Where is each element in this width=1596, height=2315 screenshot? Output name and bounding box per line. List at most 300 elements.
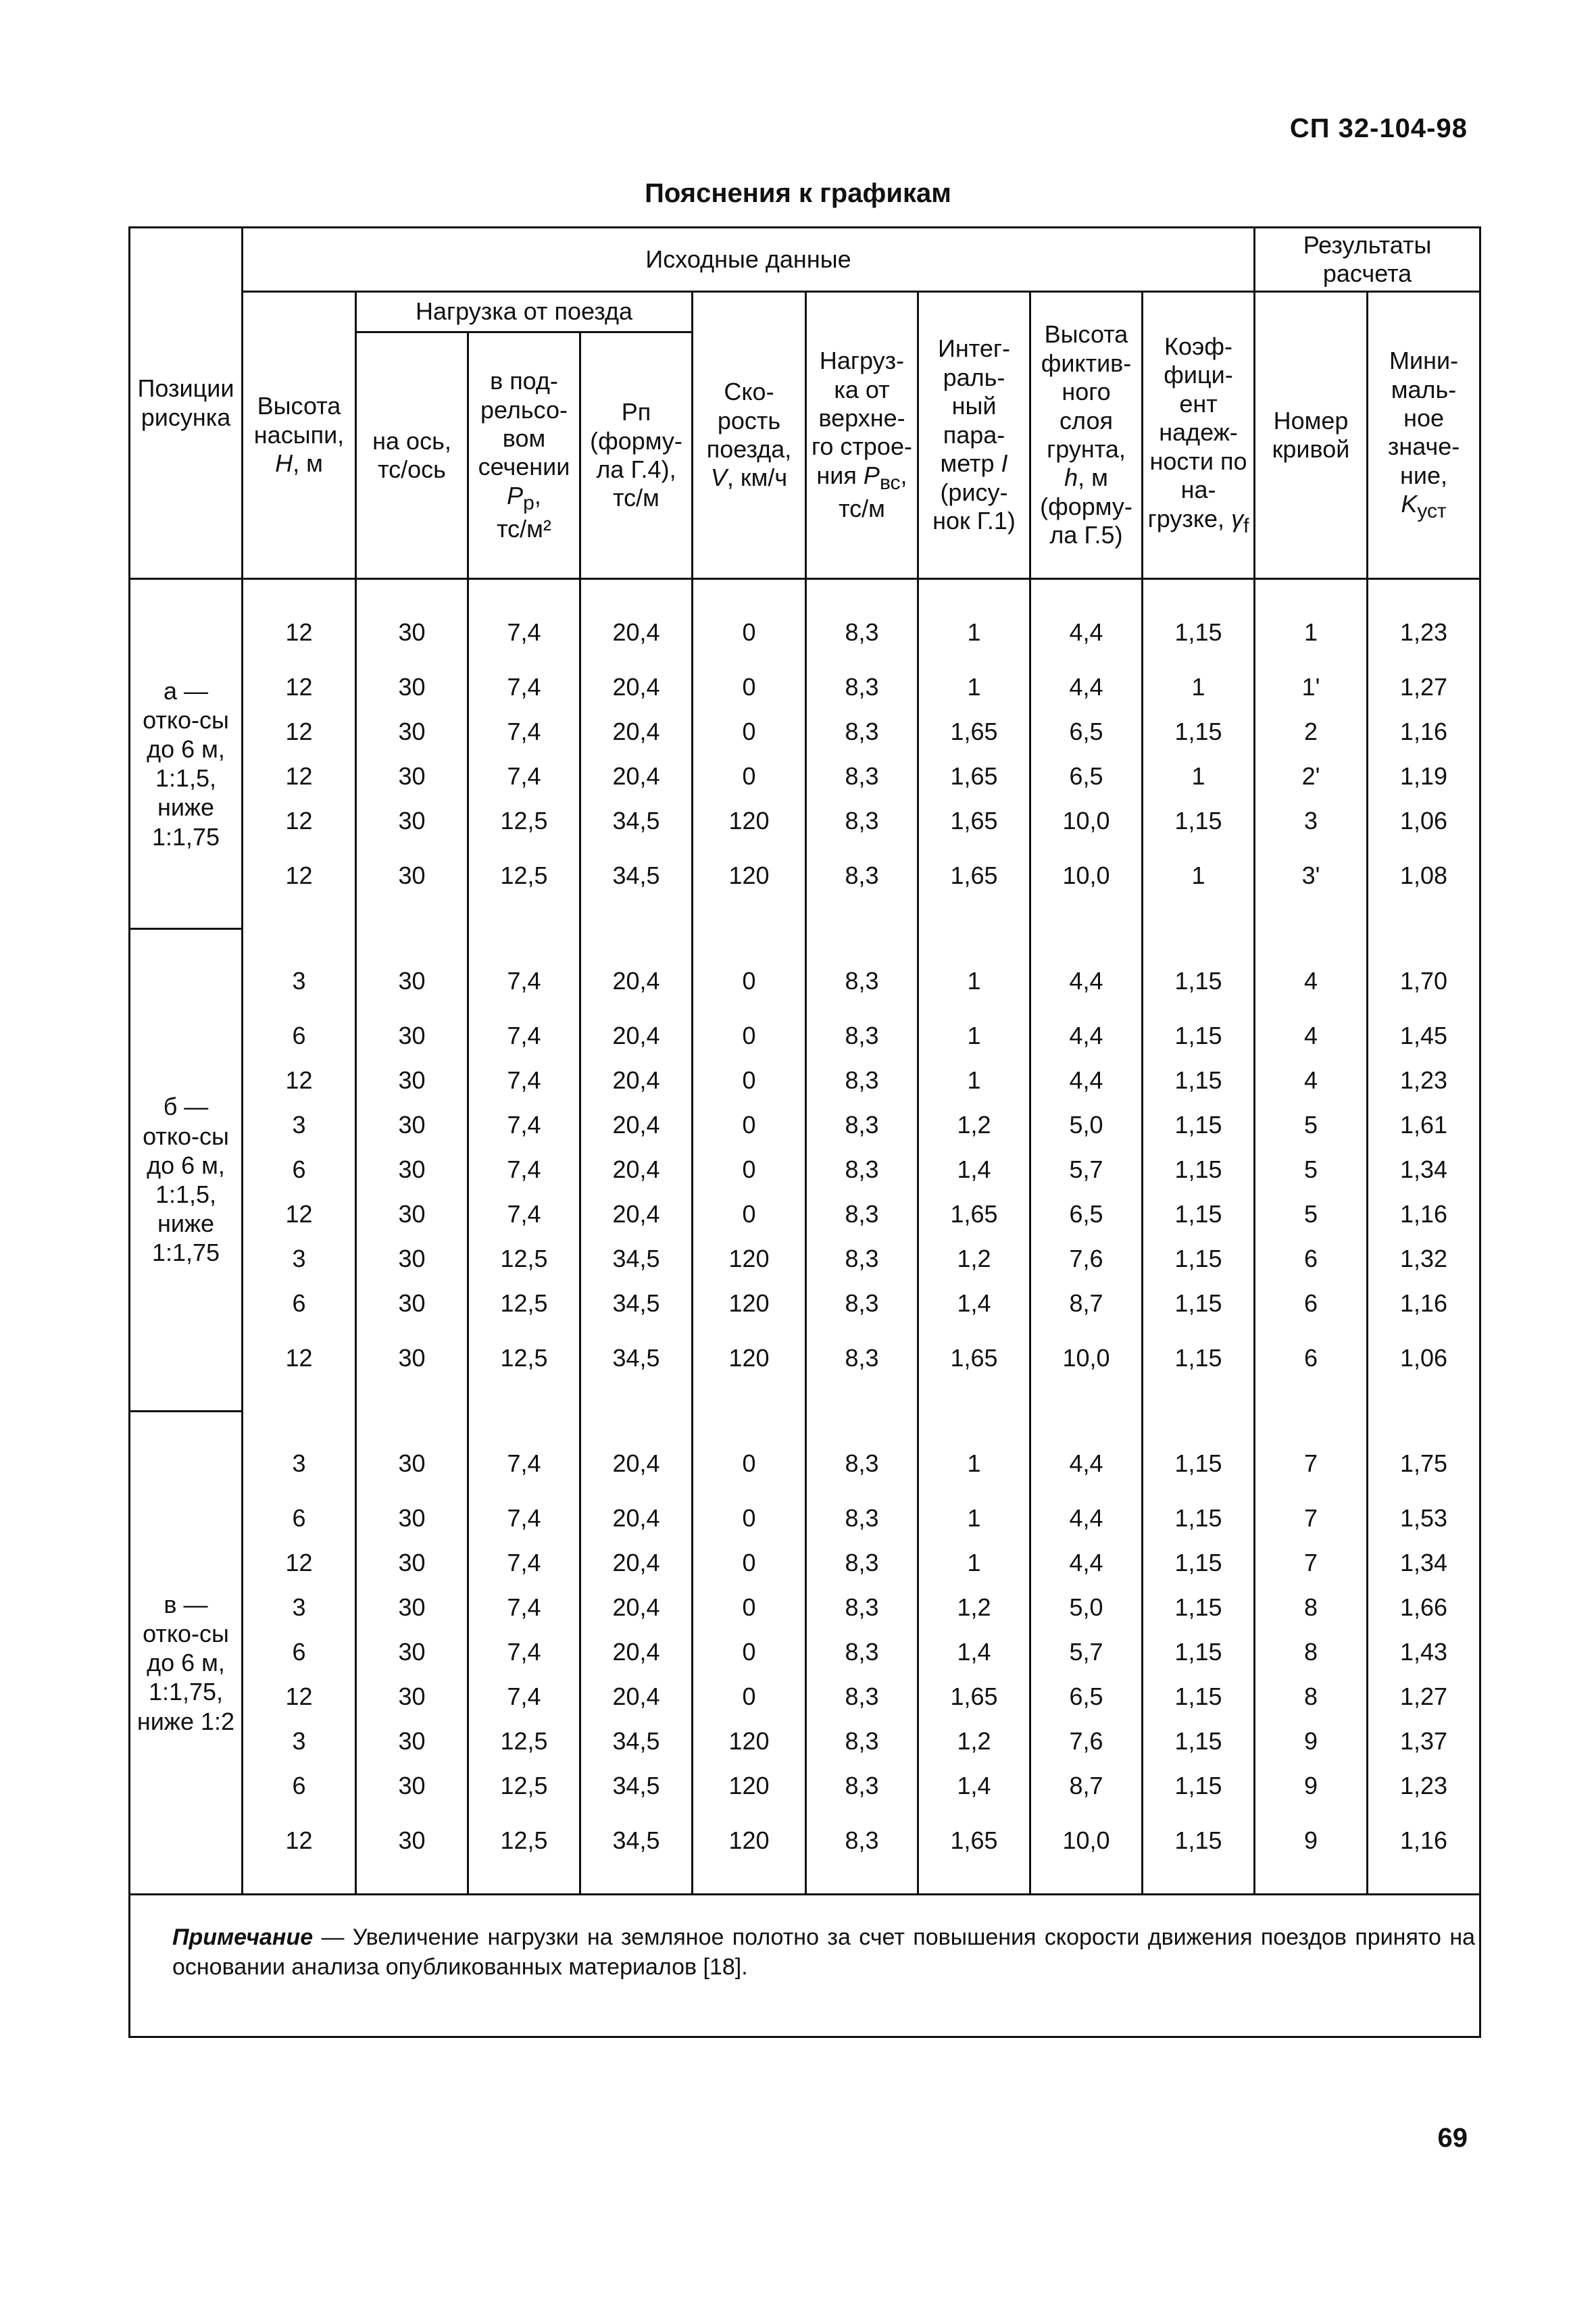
table-cell: 7,6 <box>1030 1237 1143 1281</box>
table-cell: 6 <box>1255 1281 1368 1326</box>
header-speed-symbol: V <box>710 464 727 492</box>
table-cell: 3 <box>243 928 356 1014</box>
header-rail-subscript: p <box>523 492 534 515</box>
table-cell: 1,15 <box>1143 710 1255 754</box>
table-row <box>130 1719 1480 1764</box>
table-cell: 30 <box>356 665 468 710</box>
document-code: СП 32-104-98 <box>1289 114 1468 143</box>
note-text: — Увеличение нагрузки на земляное полотно за счет повышения скорости движения поездов принято на основании анализа опубликованных материалов [18]. <box>172 1924 1476 1981</box>
header-fictive-ref: , м (форму-ла Г.5) <box>1040 464 1132 549</box>
table-cell: 1' <box>1255 665 1368 710</box>
table-row <box>130 754 1480 799</box>
table-cell: 7 <box>1255 1411 1368 1496</box>
table-cell: 12 <box>243 1674 356 1719</box>
table-note <box>130 1895 1480 2037</box>
table-cell: 1,15 <box>1143 1764 1255 1808</box>
explanations-table <box>128 226 1481 2038</box>
table-cell: 1,15 <box>1143 1541 1255 1585</box>
table-cell: 8,3 <box>806 665 918 710</box>
table-cell: 1,70 <box>1368 928 1480 1014</box>
table-cell: 8,3 <box>806 843 918 928</box>
table-cell: 30 <box>356 928 468 1014</box>
table-cell: 30 <box>356 1058 468 1103</box>
table-cell: 8 <box>1255 1674 1368 1719</box>
table-cell: 12,5 <box>468 1719 580 1764</box>
table-cell: 7,4 <box>468 710 580 754</box>
table-cell: 20,4 <box>580 579 693 666</box>
table-cell: 7,4 <box>468 1058 580 1103</box>
table-cell: 1,08 <box>1368 843 1480 928</box>
table-cell: 1,65 <box>918 1808 1030 1895</box>
table-cell: 1,15 <box>1143 1719 1255 1764</box>
table-cell: 1,2 <box>918 1719 1030 1764</box>
header-fictive-symbol: h <box>1064 464 1078 492</box>
table-cell: 1,15 <box>1143 1496 1255 1541</box>
table-cell: 1,16 <box>1368 1281 1480 1326</box>
table-cell: 8,7 <box>1030 1281 1143 1326</box>
table-cell: 7,4 <box>468 1147 580 1192</box>
table-cell: 6 <box>243 1764 356 1808</box>
table-cell: 6 <box>243 1496 356 1541</box>
header-speed <box>693 292 806 579</box>
table-row <box>130 1103 1480 1147</box>
table-cell: 8,3 <box>806 1411 918 1496</box>
position-label: а — отко-сы до 6 м, 1:1,5, ниже 1:1,75 <box>130 579 243 929</box>
table-cell: 30 <box>356 710 468 754</box>
table-cell: 1,15 <box>1143 799 1255 843</box>
table-cell: 30 <box>356 1281 468 1326</box>
table-cell: 12,5 <box>468 1281 580 1326</box>
table-cell: 12,5 <box>468 799 580 843</box>
header-coef-symbol: γ <box>1231 504 1244 532</box>
table-cell: 12 <box>243 1326 356 1411</box>
table-cell: 7,4 <box>468 1411 580 1496</box>
table-cell: 1,15 <box>1143 1237 1255 1281</box>
table-cell: 12 <box>243 843 356 928</box>
table-cell: 1 <box>1143 665 1255 710</box>
table-cell: 7,6 <box>1030 1719 1143 1764</box>
table-cell: 34,5 <box>580 1764 693 1808</box>
table-row <box>130 1192 1480 1237</box>
table-cell: 4,4 <box>1030 1496 1143 1541</box>
table-cell: 4 <box>1255 1014 1368 1058</box>
table-cell: 1,65 <box>918 1192 1030 1237</box>
table-cell: 7,4 <box>468 928 580 1014</box>
table-cell: 8,3 <box>806 1674 918 1719</box>
table-cell: 12,5 <box>468 1764 580 1808</box>
table-cell: 7,4 <box>468 1103 580 1147</box>
table-cell: 30 <box>356 1326 468 1411</box>
table-cell: 8,3 <box>806 1808 918 1895</box>
table-row <box>130 1630 1480 1674</box>
table-cell: 20,4 <box>580 1014 693 1058</box>
table-cell: 1,66 <box>1368 1585 1480 1630</box>
header-height-unit: , м <box>293 449 323 478</box>
table-cell: 3 <box>243 1585 356 1630</box>
table-cell: 1 <box>918 665 1030 710</box>
table-cell: 0 <box>693 1630 806 1674</box>
table-row <box>130 1147 1480 1192</box>
table-cell: 0 <box>693 665 806 710</box>
header-integral-symbol: I <box>1001 449 1008 478</box>
table-cell: 9 <box>1255 1764 1368 1808</box>
table-cell: 1,4 <box>918 1630 1030 1674</box>
table-cell: 6,5 <box>1030 754 1143 799</box>
table-cell: 12 <box>243 799 356 843</box>
table-cell: 1,4 <box>918 1764 1030 1808</box>
header-min-text: Мини-маль-ное значе-ние, <box>1387 347 1460 489</box>
table-cell: 20,4 <box>580 1541 693 1585</box>
header-min-symbol: K <box>1401 490 1418 518</box>
table-row <box>130 665 1480 710</box>
table-cell: 12 <box>243 754 356 799</box>
header-rail-section: в под-рельсо-вом сечении $P_p$, тс/м² <box>468 332 580 579</box>
table-cell: 1,34 <box>1368 1147 1480 1192</box>
header-curve-number: Номер кривой <box>1255 292 1368 579</box>
table-row <box>130 1014 1480 1058</box>
table-cell: 5 <box>1255 1103 1368 1147</box>
table-cell: 20,4 <box>580 1058 693 1103</box>
table-cell: 30 <box>356 843 468 928</box>
table-cell: 1,4 <box>918 1281 1030 1326</box>
table-cell: 30 <box>356 1192 468 1237</box>
table-cell: 120 <box>693 1764 806 1808</box>
table-cell: 5,0 <box>1030 1103 1143 1147</box>
table-cell: 1,45 <box>1368 1014 1480 1058</box>
table-cell: 1,15 <box>1143 1808 1255 1895</box>
table-cell: 6 <box>243 1147 356 1192</box>
table-cell: 34,5 <box>580 1808 693 1895</box>
header-speed-unit: , км/ч <box>726 464 788 492</box>
table-cell: 7,4 <box>468 754 580 799</box>
table-cell: 30 <box>356 799 468 843</box>
header-min-value <box>1368 292 1480 579</box>
table-cell: 0 <box>693 1496 806 1541</box>
table-cell: 7,4 <box>468 579 580 666</box>
table-cell: 10,0 <box>1030 1808 1143 1895</box>
table-cell: 34,5 <box>580 1326 693 1411</box>
table-cell: 30 <box>356 1630 468 1674</box>
table-cell: 1,65 <box>918 843 1030 928</box>
table-cell: 1,75 <box>1368 1411 1480 1496</box>
header-source-data: Исходные данные <box>243 228 1255 292</box>
header-fictive-layer <box>1030 292 1143 579</box>
table-cell: 12 <box>243 665 356 710</box>
header-upper-load-unit: тс/м <box>839 495 885 523</box>
header-train-load: Нагрузка от поезда <box>356 292 693 332</box>
table-cell: 7,4 <box>468 1674 580 1719</box>
table-cell: 4 <box>1255 928 1368 1014</box>
table-cell: 1,15 <box>1143 1585 1255 1630</box>
table-cell: 30 <box>356 1764 468 1808</box>
table-cell: 1,65 <box>918 1674 1030 1719</box>
table-cell: 5 <box>1255 1192 1368 1237</box>
table-cell: 8,3 <box>806 799 918 843</box>
table-cell: 2' <box>1255 754 1368 799</box>
table-cell: 4,4 <box>1030 579 1143 666</box>
table-cell: 30 <box>356 1496 468 1541</box>
table-cell: 8,3 <box>806 754 918 799</box>
table-cell: 12 <box>243 1058 356 1103</box>
table-cell: 0 <box>693 710 806 754</box>
header-speed-text: Ско-рость поезда, <box>706 378 792 463</box>
table-cell: 6 <box>243 1630 356 1674</box>
header-axle-load: на ось, тс/ось <box>356 332 468 579</box>
table-cell: 30 <box>356 579 468 666</box>
table-cell: 8,3 <box>806 1192 918 1237</box>
table-cell: 1,2 <box>918 1103 1030 1147</box>
table-cell: 30 <box>356 1674 468 1719</box>
table-cell: 20,4 <box>580 1192 693 1237</box>
table-cell: 30 <box>356 1103 468 1147</box>
table-cell: 1,15 <box>1143 928 1255 1014</box>
row-group <box>130 579 1480 929</box>
header-fictive-text: Высота фиктив-ного слоя грунта, <box>1041 320 1132 463</box>
table-cell: 1,23 <box>1368 1058 1480 1103</box>
header-rail-text: в под-рельсо-вом сечении <box>478 367 570 481</box>
table-cell: 120 <box>693 1719 806 1764</box>
table-cell: 8 <box>1255 1630 1368 1674</box>
table-cell: 1 <box>1143 754 1255 799</box>
table-cell: 10,0 <box>1030 1326 1143 1411</box>
table-cell: 34,5 <box>580 799 693 843</box>
table-cell: 10,0 <box>1030 799 1143 843</box>
note-label: Примечание <box>172 1924 314 1950</box>
table-cell: 5,7 <box>1030 1630 1143 1674</box>
table-cell: 1 <box>918 1411 1030 1496</box>
table-cell: 0 <box>693 1147 806 1192</box>
header-pp-formula: Рп (форму-ла Г.4), тс/м <box>580 332 693 579</box>
table-cell: 1,65 <box>918 754 1030 799</box>
table-row <box>130 799 1480 843</box>
table-cell: 1,15 <box>1143 1326 1255 1411</box>
table-cell: 1,15 <box>1143 1103 1255 1147</box>
table-cell: 2 <box>1255 710 1368 754</box>
table-cell: 0 <box>693 1585 806 1630</box>
table-cell: 1,27 <box>1368 665 1480 710</box>
table-cell: 20,4 <box>580 1147 693 1192</box>
table-cell: 8,3 <box>806 1147 918 1192</box>
table-cell: 20,4 <box>580 1103 693 1147</box>
table-cell: 0 <box>693 1058 806 1103</box>
table-cell: 8,3 <box>806 1764 918 1808</box>
table-cell: 30 <box>356 1147 468 1192</box>
table-cell: 12,5 <box>468 1808 580 1895</box>
table-cell: 7,4 <box>468 1585 580 1630</box>
table-cell: 0 <box>693 1541 806 1585</box>
table-row <box>130 843 1480 928</box>
table-cell: 30 <box>356 1411 468 1496</box>
header-height <box>243 292 356 579</box>
table-cell: 3 <box>1255 799 1368 843</box>
table-cell: 1,34 <box>1368 1541 1480 1585</box>
table-cell: 1,15 <box>1143 1147 1255 1192</box>
table-cell: 1 <box>918 1496 1030 1541</box>
table-cell: 1,15 <box>1143 1674 1255 1719</box>
header-results: Результаты расчета <box>1255 228 1480 292</box>
table-row <box>130 1326 1480 1411</box>
table-cell: 1 <box>918 579 1030 666</box>
table-cell: 20,4 <box>580 928 693 1014</box>
table-cell: 0 <box>693 1103 806 1147</box>
table-cell: 1 <box>1143 843 1255 928</box>
table-cell: 8,3 <box>806 579 918 666</box>
header-upper-load-symbol: P <box>863 461 880 489</box>
table-cell: 12 <box>243 710 356 754</box>
table-cell: 8,3 <box>806 710 918 754</box>
table-cell: 120 <box>693 799 806 843</box>
header-integral-text: Интег-раль-ный пара-метр <box>938 334 1010 478</box>
table-row <box>130 1585 1480 1630</box>
table-cell: 12 <box>243 1541 356 1585</box>
table-cell: 1,53 <box>1368 1496 1480 1541</box>
table-cell: 1,65 <box>918 1326 1030 1411</box>
table-cell: 1,65 <box>918 799 1030 843</box>
table-row <box>130 1496 1480 1541</box>
table-cell: 1 <box>918 928 1030 1014</box>
table-cell: 4,4 <box>1030 665 1143 710</box>
table-cell: 20,4 <box>580 1674 693 1719</box>
table-cell: 3' <box>1255 843 1368 928</box>
table-cell: 20,4 <box>580 1411 693 1496</box>
table-cell: 120 <box>693 843 806 928</box>
table-cell: 7,4 <box>468 1192 580 1237</box>
table-cell: 8,3 <box>806 1326 918 1411</box>
table-cell: 34,5 <box>580 843 693 928</box>
header-min-subscript: уст <box>1417 500 1447 523</box>
table-cell: 5,7 <box>1030 1147 1143 1192</box>
table-cell: 7,4 <box>468 1541 580 1585</box>
table-cell: 1,2 <box>918 1585 1030 1630</box>
table-cell: 10,0 <box>1030 843 1143 928</box>
table-row <box>130 579 1480 666</box>
table-cell: 1,23 <box>1368 579 1480 666</box>
table-cell: 30 <box>356 1719 468 1764</box>
header-upper-load-text: Нагруз-ка от верхне-го строе-ния <box>812 347 912 489</box>
position-label: б — отко-сы до 6 м, 1:1,5, ниже 1:1,75 <box>130 928 243 1411</box>
table-cell: 1,32 <box>1368 1237 1480 1281</box>
table-cell: 5 <box>1255 1147 1368 1192</box>
table-cell: 5,0 <box>1030 1585 1143 1630</box>
header-reliability-coef <box>1143 292 1255 579</box>
table-cell: 0 <box>693 579 806 666</box>
table-cell: 34,5 <box>580 1281 693 1326</box>
header-integral-ref: (рису-нок Г.1) <box>932 478 1016 535</box>
table-cell: 12 <box>243 579 356 666</box>
table-row <box>130 1541 1480 1585</box>
table-cell: 1,15 <box>1143 1281 1255 1326</box>
table-cell: 0 <box>693 1411 806 1496</box>
table-cell: 1 <box>918 1541 1030 1585</box>
table-row <box>130 1058 1480 1103</box>
row-group <box>130 928 1480 1411</box>
table-row <box>130 710 1480 754</box>
table-cell: 4,4 <box>1030 1541 1143 1585</box>
table-cell: 8,3 <box>806 1719 918 1764</box>
header-coef-subscript: f <box>1243 514 1249 537</box>
table-cell: 30 <box>356 1237 468 1281</box>
table-cell: 30 <box>356 754 468 799</box>
table-cell: 8,3 <box>806 1014 918 1058</box>
table-cell: 6,5 <box>1030 1192 1143 1237</box>
table-cell: 4,4 <box>1030 1014 1143 1058</box>
table-cell: 30 <box>356 1808 468 1895</box>
table-cell: 8,3 <box>806 1496 918 1541</box>
table-cell: 12,5 <box>468 1326 580 1411</box>
table-cell: 8,3 <box>806 1541 918 1585</box>
header-rail-unit: тс/м² <box>497 515 551 543</box>
table-cell: 20,4 <box>580 665 693 710</box>
table-cell: 1,19 <box>1368 754 1480 799</box>
header-upper-load-subscript: вс <box>879 472 901 495</box>
table-cell: 34,5 <box>580 1237 693 1281</box>
table-cell: 1 <box>918 1014 1030 1058</box>
table-cell: 7,4 <box>468 1014 580 1058</box>
table-row <box>130 1411 1480 1496</box>
table-row <box>130 1808 1480 1895</box>
table-row <box>130 1281 1480 1326</box>
header-coef-text: Коэф-фици-ент надеж-ности по на-грузке, <box>1147 332 1247 532</box>
table-cell: 0 <box>693 1192 806 1237</box>
page-title: Пояснения к графикам <box>645 178 951 208</box>
header-height-text: Высота насыпи, <box>253 392 345 449</box>
table-cell: 8,3 <box>806 1103 918 1147</box>
table-cell: 4 <box>1255 1058 1368 1103</box>
table-cell: 1,15 <box>1143 1192 1255 1237</box>
table-cell: 12 <box>243 1808 356 1895</box>
table-cell: 20,4 <box>580 710 693 754</box>
table-cell: 1 <box>1255 579 1368 666</box>
table-cell: 3 <box>243 1411 356 1496</box>
table-cell: 0 <box>693 754 806 799</box>
table-cell: 1,15 <box>1143 1014 1255 1058</box>
table-cell: 9 <box>1255 1808 1368 1895</box>
table-cell: 1,61 <box>1368 1103 1480 1147</box>
table-cell: 6 <box>1255 1326 1368 1411</box>
table-cell: 0 <box>693 1014 806 1058</box>
header-positions: Позиции рисунка <box>130 228 243 579</box>
table-cell: 120 <box>693 1281 806 1326</box>
table-cell: 7,4 <box>468 1496 580 1541</box>
table-cell: 120 <box>693 1237 806 1281</box>
table-cell: 6,5 <box>1030 710 1143 754</box>
table-cell: 30 <box>356 1541 468 1585</box>
table-cell: 20,4 <box>580 1585 693 1630</box>
table-cell: 4,4 <box>1030 928 1143 1014</box>
table-cell: 1,23 <box>1368 1764 1480 1808</box>
header-rail-symbol: P <box>507 481 524 509</box>
header-upper-load: Нагруз-ка от верхне-го строе-ния $P_{вс}$, тс/м <box>806 292 918 579</box>
table-row <box>130 1764 1480 1808</box>
table-cell: 1,27 <box>1368 1674 1480 1719</box>
table-cell: 1,2 <box>918 1237 1030 1281</box>
table-cell: 1,16 <box>1368 710 1480 754</box>
table-cell: 6 <box>243 1014 356 1058</box>
table-cell: 3 <box>243 1103 356 1147</box>
table-cell: 4,4 <box>1030 1411 1143 1496</box>
table-cell: 1,15 <box>1143 1058 1255 1103</box>
table-cell: 8,7 <box>1030 1764 1143 1808</box>
table-cell: 1,15 <box>1143 1630 1255 1674</box>
table-cell: 7 <box>1255 1496 1368 1541</box>
table-cell: 8,3 <box>806 1058 918 1103</box>
table-cell: 1,65 <box>918 710 1030 754</box>
table-cell: 120 <box>693 1808 806 1895</box>
table-cell: 1,16 <box>1368 1808 1480 1895</box>
table-cell: 1,43 <box>1368 1630 1480 1674</box>
page-number: 69 <box>1437 2123 1468 2153</box>
table-cell: 12,5 <box>468 843 580 928</box>
